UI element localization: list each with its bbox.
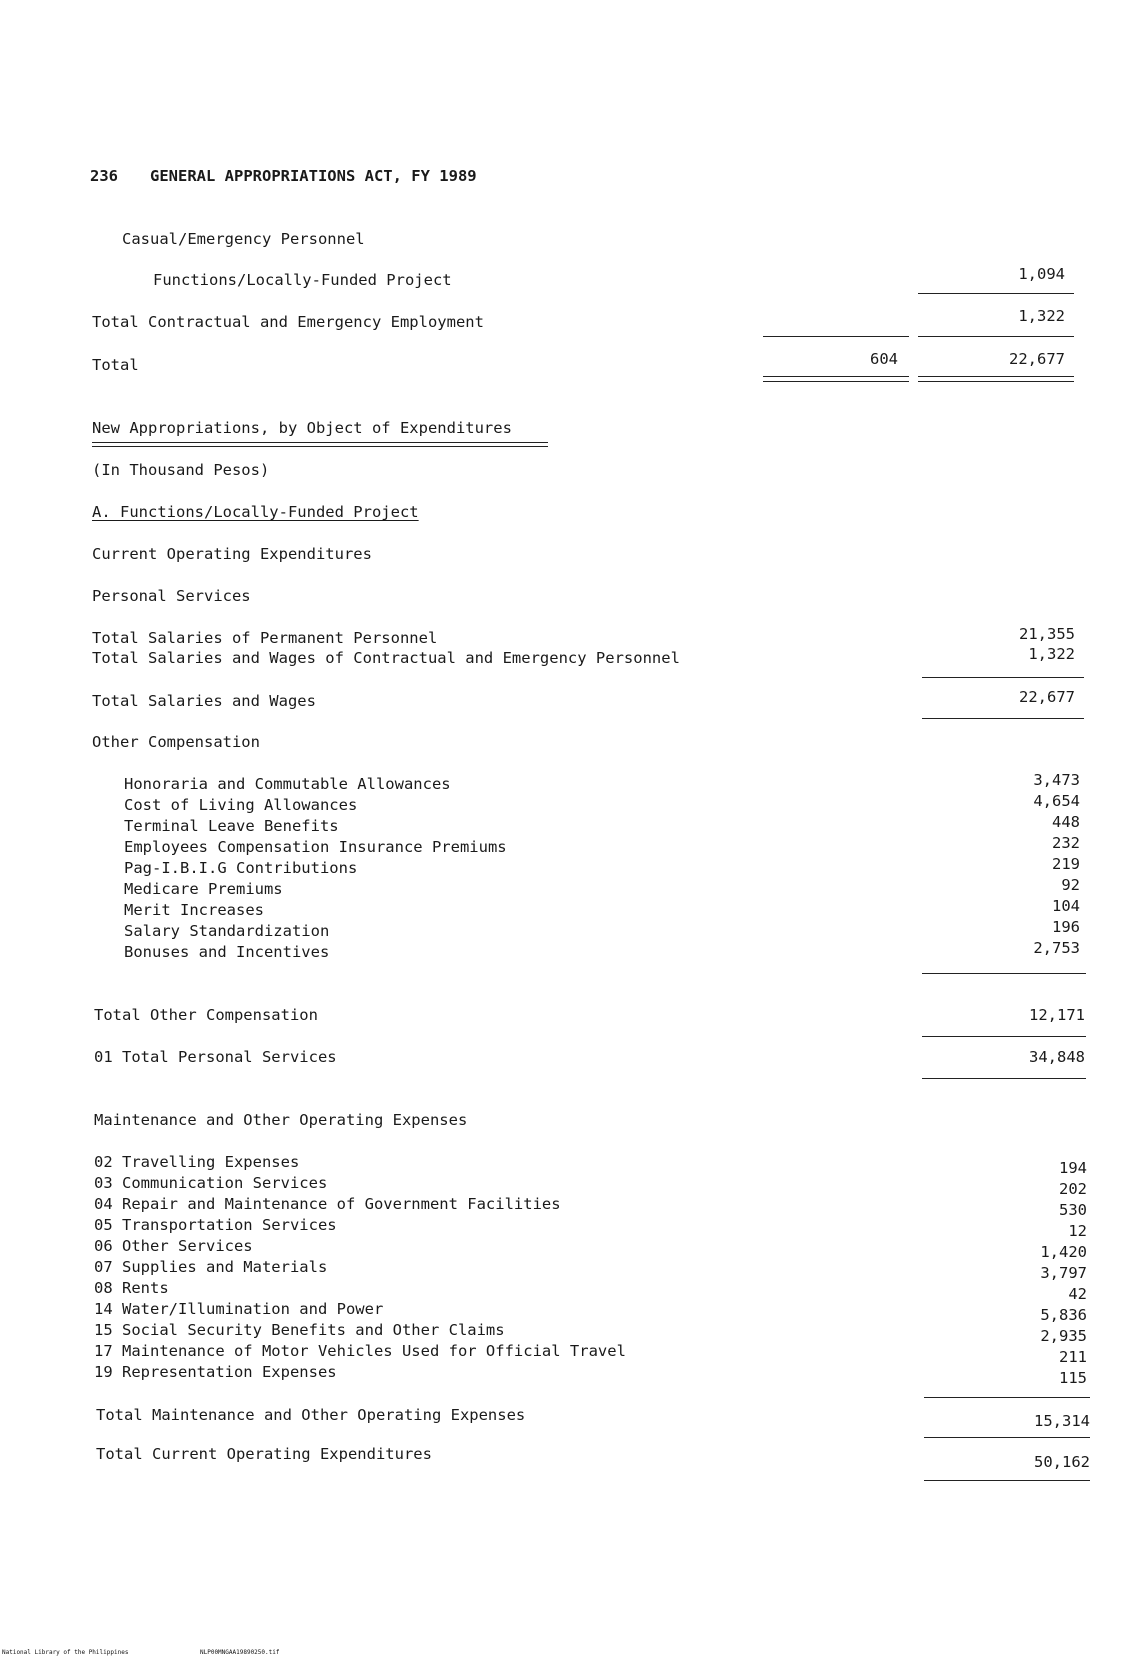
mooe-label: 03 Communication Services [94,1174,328,1192]
other-comp-label: Medicare Premiums [124,880,283,898]
mooe-label: 06 Other Services [94,1237,253,1255]
footer-file: NLP00MNGAA19890250.tif [200,1649,280,1656]
page-number: 236 [90,167,118,185]
other-comp-value: 104 [1052,897,1080,915]
other-comp-label: Terminal Leave Benefits [124,817,339,835]
salary-line-value: 1,322 [1028,645,1075,663]
rule [763,381,909,382]
other-comp-value: 4,654 [1033,792,1080,810]
other-comp-label: Cost of Living Allowances [124,796,358,814]
rule [922,677,1084,678]
mooe-value: 202 [1059,1180,1087,1198]
rule [918,376,1074,377]
rule [922,973,1086,974]
total-contractual-value: 1,322 [1018,307,1065,325]
mooe-value: 12 [1068,1222,1087,1240]
other-comp-label: Bonuses and Incentives [124,943,330,961]
total-mooe-value: 15,314 [1034,1412,1090,1430]
rule [763,336,909,337]
total-contractual-label: Total Contractual and Emergency Employment [92,313,484,331]
mooe-value: 42 [1068,1285,1087,1303]
rule [918,293,1074,294]
functions-value: 1,094 [1018,265,1065,283]
personal-services-label: Personal Services [92,587,251,605]
other-comp-value: 3,473 [1033,771,1080,789]
total-other-comp-label: Total Other Compensation [94,1006,318,1024]
mooe-label: 05 Transportation Services [94,1216,337,1234]
total-personal-value: 34,848 [1029,1048,1085,1066]
rule [763,376,909,377]
total-mooe-label: Total Maintenance and Other Operating Expenses [96,1406,526,1424]
mooe-value: 211 [1059,1348,1087,1366]
rule [922,718,1084,719]
other-comp-value: 219 [1052,855,1080,873]
footer-library: National Library of the Philippines [2,1649,129,1656]
total-value: 22,677 [1009,350,1065,368]
total-current-value: 50,162 [1034,1453,1090,1471]
other-comp-value: 2,753 [1033,939,1080,957]
total-other-comp-value: 12,171 [1029,1006,1085,1024]
salary-line-value: 21,355 [1019,625,1075,643]
mooe-label: 14 Water/Illumination and Power [94,1300,384,1318]
rule [92,446,548,447]
units-note: (In Thousand Pesos) [92,461,270,479]
rule [922,1078,1086,1079]
casual-label: Casual/Emergency Personnel [122,230,365,248]
total-count: 604 [870,350,898,368]
total-salaries-label: Total Salaries and Wages [92,692,316,710]
mooe-value: 5,836 [1040,1306,1087,1324]
current-expenditures-label: Current Operating Expenditures [92,545,372,563]
other-comp-value: 196 [1052,918,1080,936]
rule [918,381,1074,382]
mooe-label: 08 Rents [94,1279,169,1297]
total-label: Total [92,356,139,374]
other-comp-label: Employees Compensation Insurance Premiums [124,838,507,856]
other-comp-label: Honoraria and Commutable Allowances [124,775,451,793]
rule [922,1036,1086,1037]
page-title: GENERAL APPROPRIATIONS ACT, FY 1989 [150,167,477,185]
rule [918,336,1074,337]
subheading: A. Functions/Locally-Funded Project [92,503,419,521]
mooe-value: 1,420 [1040,1243,1087,1261]
mooe-value: 3,797 [1040,1264,1087,1282]
section-heading: New Appropriations, by Object of Expenditures [92,419,512,437]
mooe-label: 04 Repair and Maintenance of Government Facilities [94,1195,561,1213]
other-comp-value: 448 [1052,813,1080,831]
salary-line-label: Total Salaries and Wages of Contractual and Emergency Personnel [92,649,680,667]
mooe-value: 2,935 [1040,1327,1087,1345]
rule [924,1437,1090,1438]
other-comp-value: 92 [1061,876,1080,894]
other-comp-value: 232 [1052,834,1080,852]
total-personal-label: 01 Total Personal Services [94,1048,337,1066]
mooe-label: 02 Travelling Expenses [94,1153,300,1171]
rule [924,1480,1090,1481]
salary-line-label: Total Salaries of Permanent Personnel [92,629,438,647]
other-comp-label: Salary Standardization [124,922,330,940]
total-current-label: Total Current Operating Expenditures [96,1445,432,1463]
total-salaries-value: 22,677 [1019,688,1075,706]
mooe-label: 07 Supplies and Materials [94,1258,328,1276]
mooe-value: 194 [1059,1159,1087,1177]
mooe-value: 115 [1059,1369,1087,1387]
rule [92,442,548,443]
rule [924,1397,1090,1398]
other-comp-heading: Other Compensation [92,733,260,751]
mooe-label: 17 Maintenance of Motor Vehicles Used for Official Travel [94,1342,626,1360]
mooe-label: 19 Representation Expenses [94,1363,337,1381]
other-comp-label: Pag-I.B.I.G Contributions [124,859,358,877]
functions-label: Functions/Locally-Funded Project [153,271,452,289]
mooe-heading: Maintenance and Other Operating Expenses [94,1111,468,1129]
mooe-value: 530 [1059,1201,1087,1219]
mooe-label: 15 Social Security Benefits and Other Claims [94,1321,505,1339]
other-comp-label: Merit Increases [124,901,264,919]
